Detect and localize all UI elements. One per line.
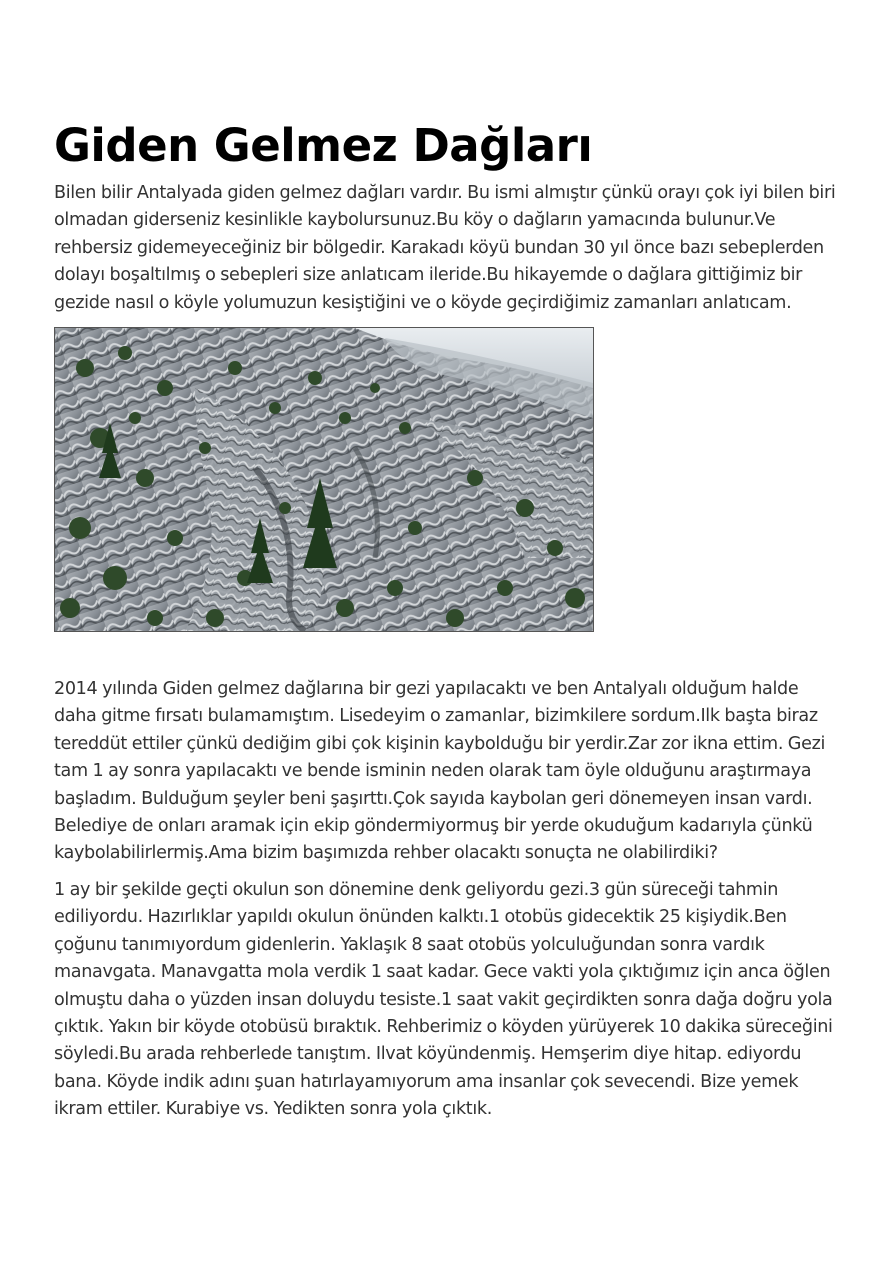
body-paragraph: 2014 yılında Giden gelmez dağlarına bir gezi yapılacaktı ve ben Antalyalı olduğum halde daha gitme fırsatı bulamamıştım. Lisedeyim o zamanlar, bizimkilere sordum.Ilk başta biraz tereddüt ettiler çünkü dediğim gibi çok kişinin kaybolduğu bir yerdir.Zar zor ikna ettim. Gezi tam 1 ay sonra yapılacaktı ve bende isminin neden olarak tam öyle olduğunu araştırmaya başladım. Bulduğum şeyler beni şaşırttı.Çok sayıda kaybolan geri dönemeyen insan vardı. Belediye de onları aramak için ekip göndermiyormuş bir yerde okuduğum kadarıyla çünkü kaybolabilirlermiş.Ama bizim başımızda rehber olacaktı sonuçta ne olabilirdiki? [54, 679, 825, 864]
page-title: Giden Gelmez Dağları [54, 119, 593, 172]
body-paragraph: 1 ay bir şekilde geçti okulun son dönemine denk geliyordu gezi.3 gün süreceği tahmin ediliyordu. Hazırlıklar yapıldı okulun önünden kalktı.1 otobüs gidecektik 25 kişiydik.Ben çoğunu tanımıyordum gidenlerin. Yaklaşık 8 saat otobüs yolculuğundan sonra vardık manavgata. Manavgatta mola verdik 1 saat kadar. Gece vakti yola çıktığımız için anca öğlen olmuştu daha o yüzden insan doluydu tesiste.1 saat vakit geçirdikten sonra dağa doğru yola çıktık. Yakın bir köyde otobüsü bıraktık. Rehberimiz o köyden yürüyerek 10 dakika süreceğini söyledi.Bu arada rehberlede tanıştım. Ilvat köyündenmiş. Hemşerim diye hitap. ediyordu bana. Köyde indik adını şuan hatırlayamıyorum ama insanlar çok sevecendi. Bize yemek ikram ettiler. Kurabiye vs. Yedikten sonra yola çıktık. [54, 879, 833, 1120]
document-page [54, 116, 844, 1124]
intro-paragraph: Bilen bilir Antalyada giden gelmez dağları vardır. Bu ismi almıştır çünkü orayı çok iyi bilen biri olmadan giderseniz kesinlikle kaybolursunuz.Bu köy o dağların yamacında bulunur.Ve rehbersiz gidemeyeceğiniz bir bölgedir. Karakadı köyü bundan 30 yıl önce bazı sebeplerden dolayı boşaltılmış o sebepleri size anlatıcam ileride.Bu hikayemde o dağlara gittiğimiz bir gezide nasıl o köyle yolumuzun kesiştiğini ve o köyde geçirdiğimiz zamanları anlatıcam. [54, 183, 836, 313]
mountain-photo [54, 327, 594, 632]
